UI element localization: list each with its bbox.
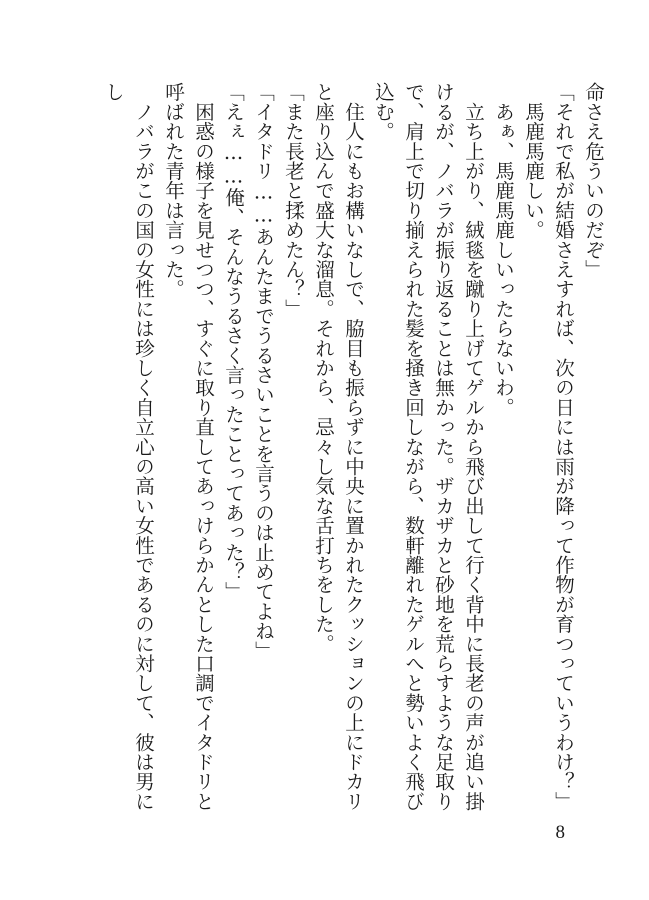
vertical-text-body [38, 82, 608, 817]
text-line: あぁ、馬鹿馬鹿しいったらないわ。 [492, 82, 515, 417]
text-line: 命さえ危ういのだぞ」 [582, 82, 605, 279]
text-line: 困惑の様子を見せつつ、すぐに取り直してあっけらかんとした口調でイタドリと呼ばれた青年は言った。 [162, 82, 215, 811]
text-line: 馬鹿馬鹿しい。 [522, 82, 545, 240]
text-line: 「えぇ……俺、そんなうるさく言ったことってあった？」 [222, 82, 245, 602]
text-line: ノバラがこの国の女性には珍しく自立心の高い女性であるのに対して、彼は男にし [102, 82, 155, 811]
text-line: 「それで私が結婚さえすれば、次の日には雨が降って作物が育つっていうわけ？」 [552, 82, 575, 811]
text-line: 「イタドリ……あんたまでうるさいことを言うのは止めてよね」 [252, 82, 275, 661]
page-number: 8 [555, 822, 565, 843]
text-line: 「また長老と揉めたん？」 [282, 82, 305, 319]
text-line: 立ち上がり、絨毯を蹴り上げてゲルから飛び出して行く背中に長老の声が追い掛けるが、ノバラが振り返ることは無かった。ザカザカと砂地を荒らすような足取りで、肩上で切り揃えられた髪を掻き回しながら、数軒離れたゲルへと勢いよく飛び込む。 [372, 82, 485, 811]
text-line: 住人にもお構いなしで、脇目も振らずに中央に置かれたクッションの上にドカリと座り込んで盛大な溜息。それから、忌々し気な舌打ちをした。 [312, 82, 365, 811]
